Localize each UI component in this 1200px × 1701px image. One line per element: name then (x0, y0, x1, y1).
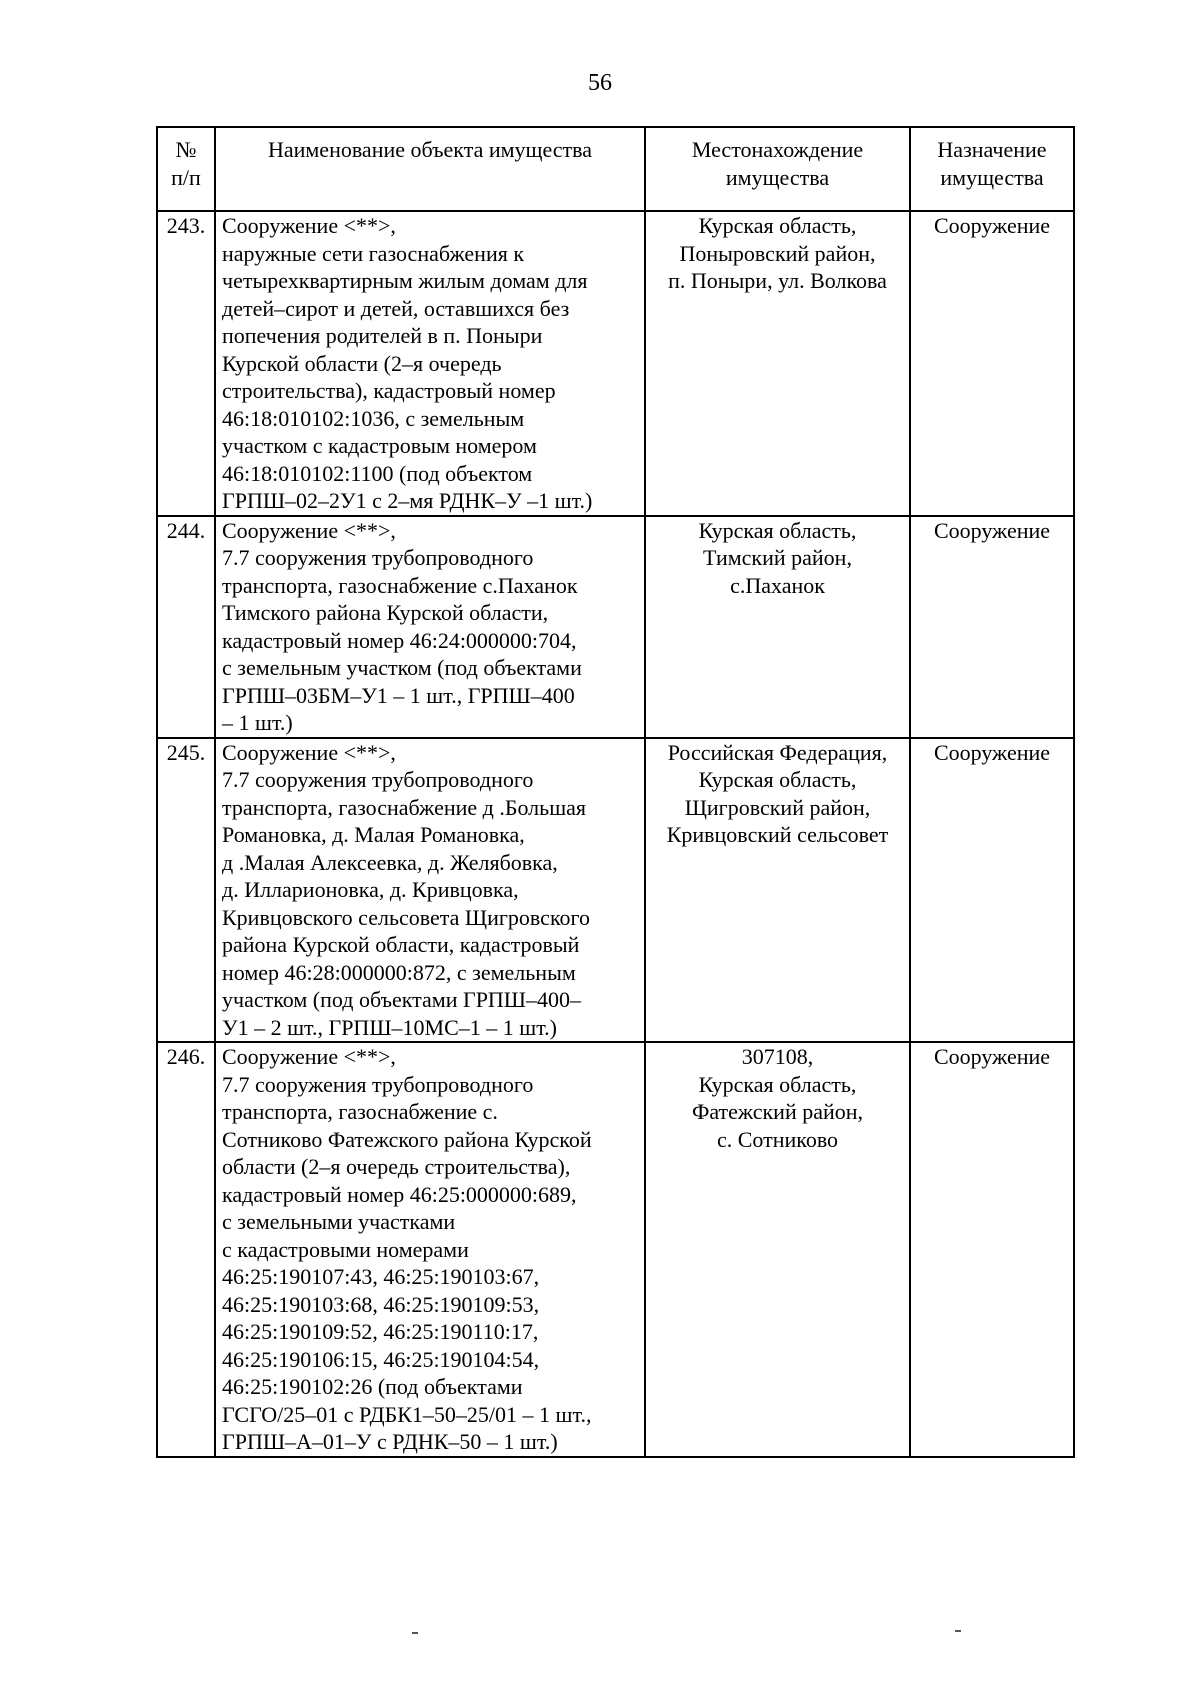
location-line: п. Поныри, ул. Волкова (668, 268, 887, 293)
object-name-line: с земельным участком (под объектами (222, 655, 582, 680)
purpose-cell: Сооружение (910, 211, 1074, 516)
row-number: 244. (157, 516, 215, 738)
object-name-line: 46:25:190109:52, 46:25:190110:17, (222, 1319, 539, 1344)
header-number (157, 127, 215, 211)
object-name-line: транспорта, газоснабжение с. (222, 1099, 498, 1124)
object-name-line: Кривцовского сельсовета Щигровского (222, 904, 590, 930)
page-number: 56 (588, 70, 612, 96)
location-line: 307108, (741, 1044, 814, 1069)
location-cell (645, 516, 910, 738)
object-name-line: области (2–я очередь строительства), (222, 1154, 571, 1179)
location-line: с. Сотниково (716, 1126, 839, 1152)
object-name-line: кадастровый номер 46:24:000000:704, (222, 627, 577, 653)
object-name-line: Курской области (2–я очередь (222, 350, 502, 376)
object-name-line: ГСГО/25–01 с РДБК1–50–25/01 – 1 шт., (222, 1401, 592, 1427)
object-name-line: 46:25:190102:26 (под объектами (222, 1374, 523, 1399)
row-number: 245. (157, 738, 215, 1043)
header-purpose-line: имущества (940, 164, 1044, 190)
location-line: Фатежский район, (691, 1099, 864, 1124)
location-line: с.Паханок (730, 572, 825, 598)
object-name-line: 46:18:010102:1100 (под объектом (222, 460, 533, 486)
purpose-cell: Сооружение (910, 1042, 1074, 1457)
object-name-line: Сооружение <**>, (222, 739, 396, 765)
object-name-line: 7.7 сооружения трубопроводного (222, 767, 534, 792)
object-name-line: строительства), кадастровый номер (222, 378, 556, 403)
object-name-line: участком с кадастровым номером (222, 433, 537, 458)
object-name-line: 46:25:190103:68, 46:25:190109:53, (222, 1291, 540, 1317)
object-name-line: номер 46:28:000000:872, с земельным (222, 959, 576, 985)
scan-speck (412, 1632, 418, 1634)
object-name-line: 46:25:190107:43, 46:25:190103:67, (222, 1264, 540, 1289)
object-name-line: ГРПШ–03БМ–У1 – 1 шт., ГРПШ–400 (222, 682, 575, 708)
location-line: Курская область, (698, 1071, 857, 1097)
object-name-line: Сооружение <**>, (222, 213, 396, 238)
object-name-line: У1 – 2 шт., ГРПШ–10МС–1 – 1 шт.) (222, 1014, 557, 1040)
object-name-line: Романовка, д. Малая Романовка, (222, 822, 525, 847)
object-name-line: – 1 шт.) (222, 710, 293, 735)
table-header-row (157, 127, 1074, 211)
object-name-line: Сооружение <**>, (222, 517, 396, 543)
header-name-line: Наименование объекта имущества (267, 137, 593, 162)
object-name-line: Тимского района Курской области, (222, 600, 549, 625)
object-name-line: попечения родителей в п. Поныри (222, 323, 543, 348)
scan-speck (955, 1630, 961, 1632)
object-name-line: наружные сети газоснабжения к (222, 240, 525, 266)
location-line: Щигровский район, (684, 794, 871, 820)
row-number: 243. (157, 211, 215, 516)
object-name-line: 46:18:010102:1036, с земельным (222, 405, 525, 431)
location-line: Тимский район, (703, 545, 852, 570)
object-name-line: 7.7 сооружения трубопроводного (222, 545, 534, 570)
property-table (156, 126, 1075, 1458)
object-name-line: ГРПШ–02–2У1 с 2–мя РДНК–У –1 шт.) (222, 488, 593, 513)
location-cell (645, 211, 910, 516)
object-name-line: четырехквартирным жилым домам для (222, 268, 588, 293)
table-row (157, 516, 1074, 738)
location-cell (645, 1042, 910, 1457)
object-name-line: Сооружение <**>, (222, 1044, 396, 1069)
table-row (157, 211, 1074, 516)
object-name-line: 46:25:190106:15, 46:25:190104:54, (222, 1346, 540, 1372)
header-location-line: Местонахождение (691, 137, 864, 162)
purpose-cell: Сооружение (910, 516, 1074, 738)
location-line: Кривцовский сельсовет (666, 822, 889, 847)
header-purpose-line: Назначение (937, 137, 1047, 162)
header-location-line: имущества (725, 164, 830, 190)
header-number-line: № (175, 137, 197, 162)
object-name-line: с земельными участками (222, 1209, 456, 1234)
location-line: Курская область, (698, 517, 857, 543)
header-name (215, 127, 645, 211)
location-line: Российская Федерация, (667, 739, 888, 765)
header-purpose (910, 127, 1074, 211)
location-line: Курская область, (698, 213, 857, 238)
object-name-line: участком (под объектами ГРПШ–400– (222, 987, 582, 1012)
object-name-line: с кадастровыми номерами (222, 1236, 469, 1262)
location-cell (645, 738, 910, 1043)
object-name-cell (215, 516, 645, 738)
header-location (645, 127, 910, 211)
object-name-cell (215, 211, 645, 516)
location-line: Курская область, (698, 767, 857, 792)
object-name-line: кадастровый номер 46:25:000000:689, (222, 1181, 577, 1207)
object-name-line: 7.7 сооружения трубопроводного (222, 1071, 534, 1097)
object-name-cell (215, 738, 645, 1043)
object-name-line: района Курской области, кадастровый (222, 932, 580, 957)
table-row (157, 738, 1074, 1043)
object-name-line: детей–сирот и детей, оставшихся без (222, 295, 570, 321)
object-name-line: транспорта, газоснабжение д .Большая (222, 794, 587, 820)
object-name-line: Сотниково Фатежского района Курской (222, 1126, 592, 1152)
object-name-cell (215, 1042, 645, 1457)
purpose-cell: Сооружение (910, 738, 1074, 1043)
object-name-line: ГРПШ–А–01–У с РДНК–50 – 1 шт.) (222, 1429, 558, 1454)
object-name-line: д .Малая Алексеевка, д. Желябовка, (222, 849, 558, 875)
header-number-line: п/п (171, 164, 201, 190)
row-number: 246. (157, 1042, 215, 1457)
location-line: Поныровский район, (679, 240, 876, 266)
object-name-line: д. Илларионовка, д. Кривцовка, (222, 877, 519, 902)
object-name-line: транспорта, газоснабжение с.Паханок (222, 572, 578, 598)
table-row (157, 1042, 1074, 1457)
